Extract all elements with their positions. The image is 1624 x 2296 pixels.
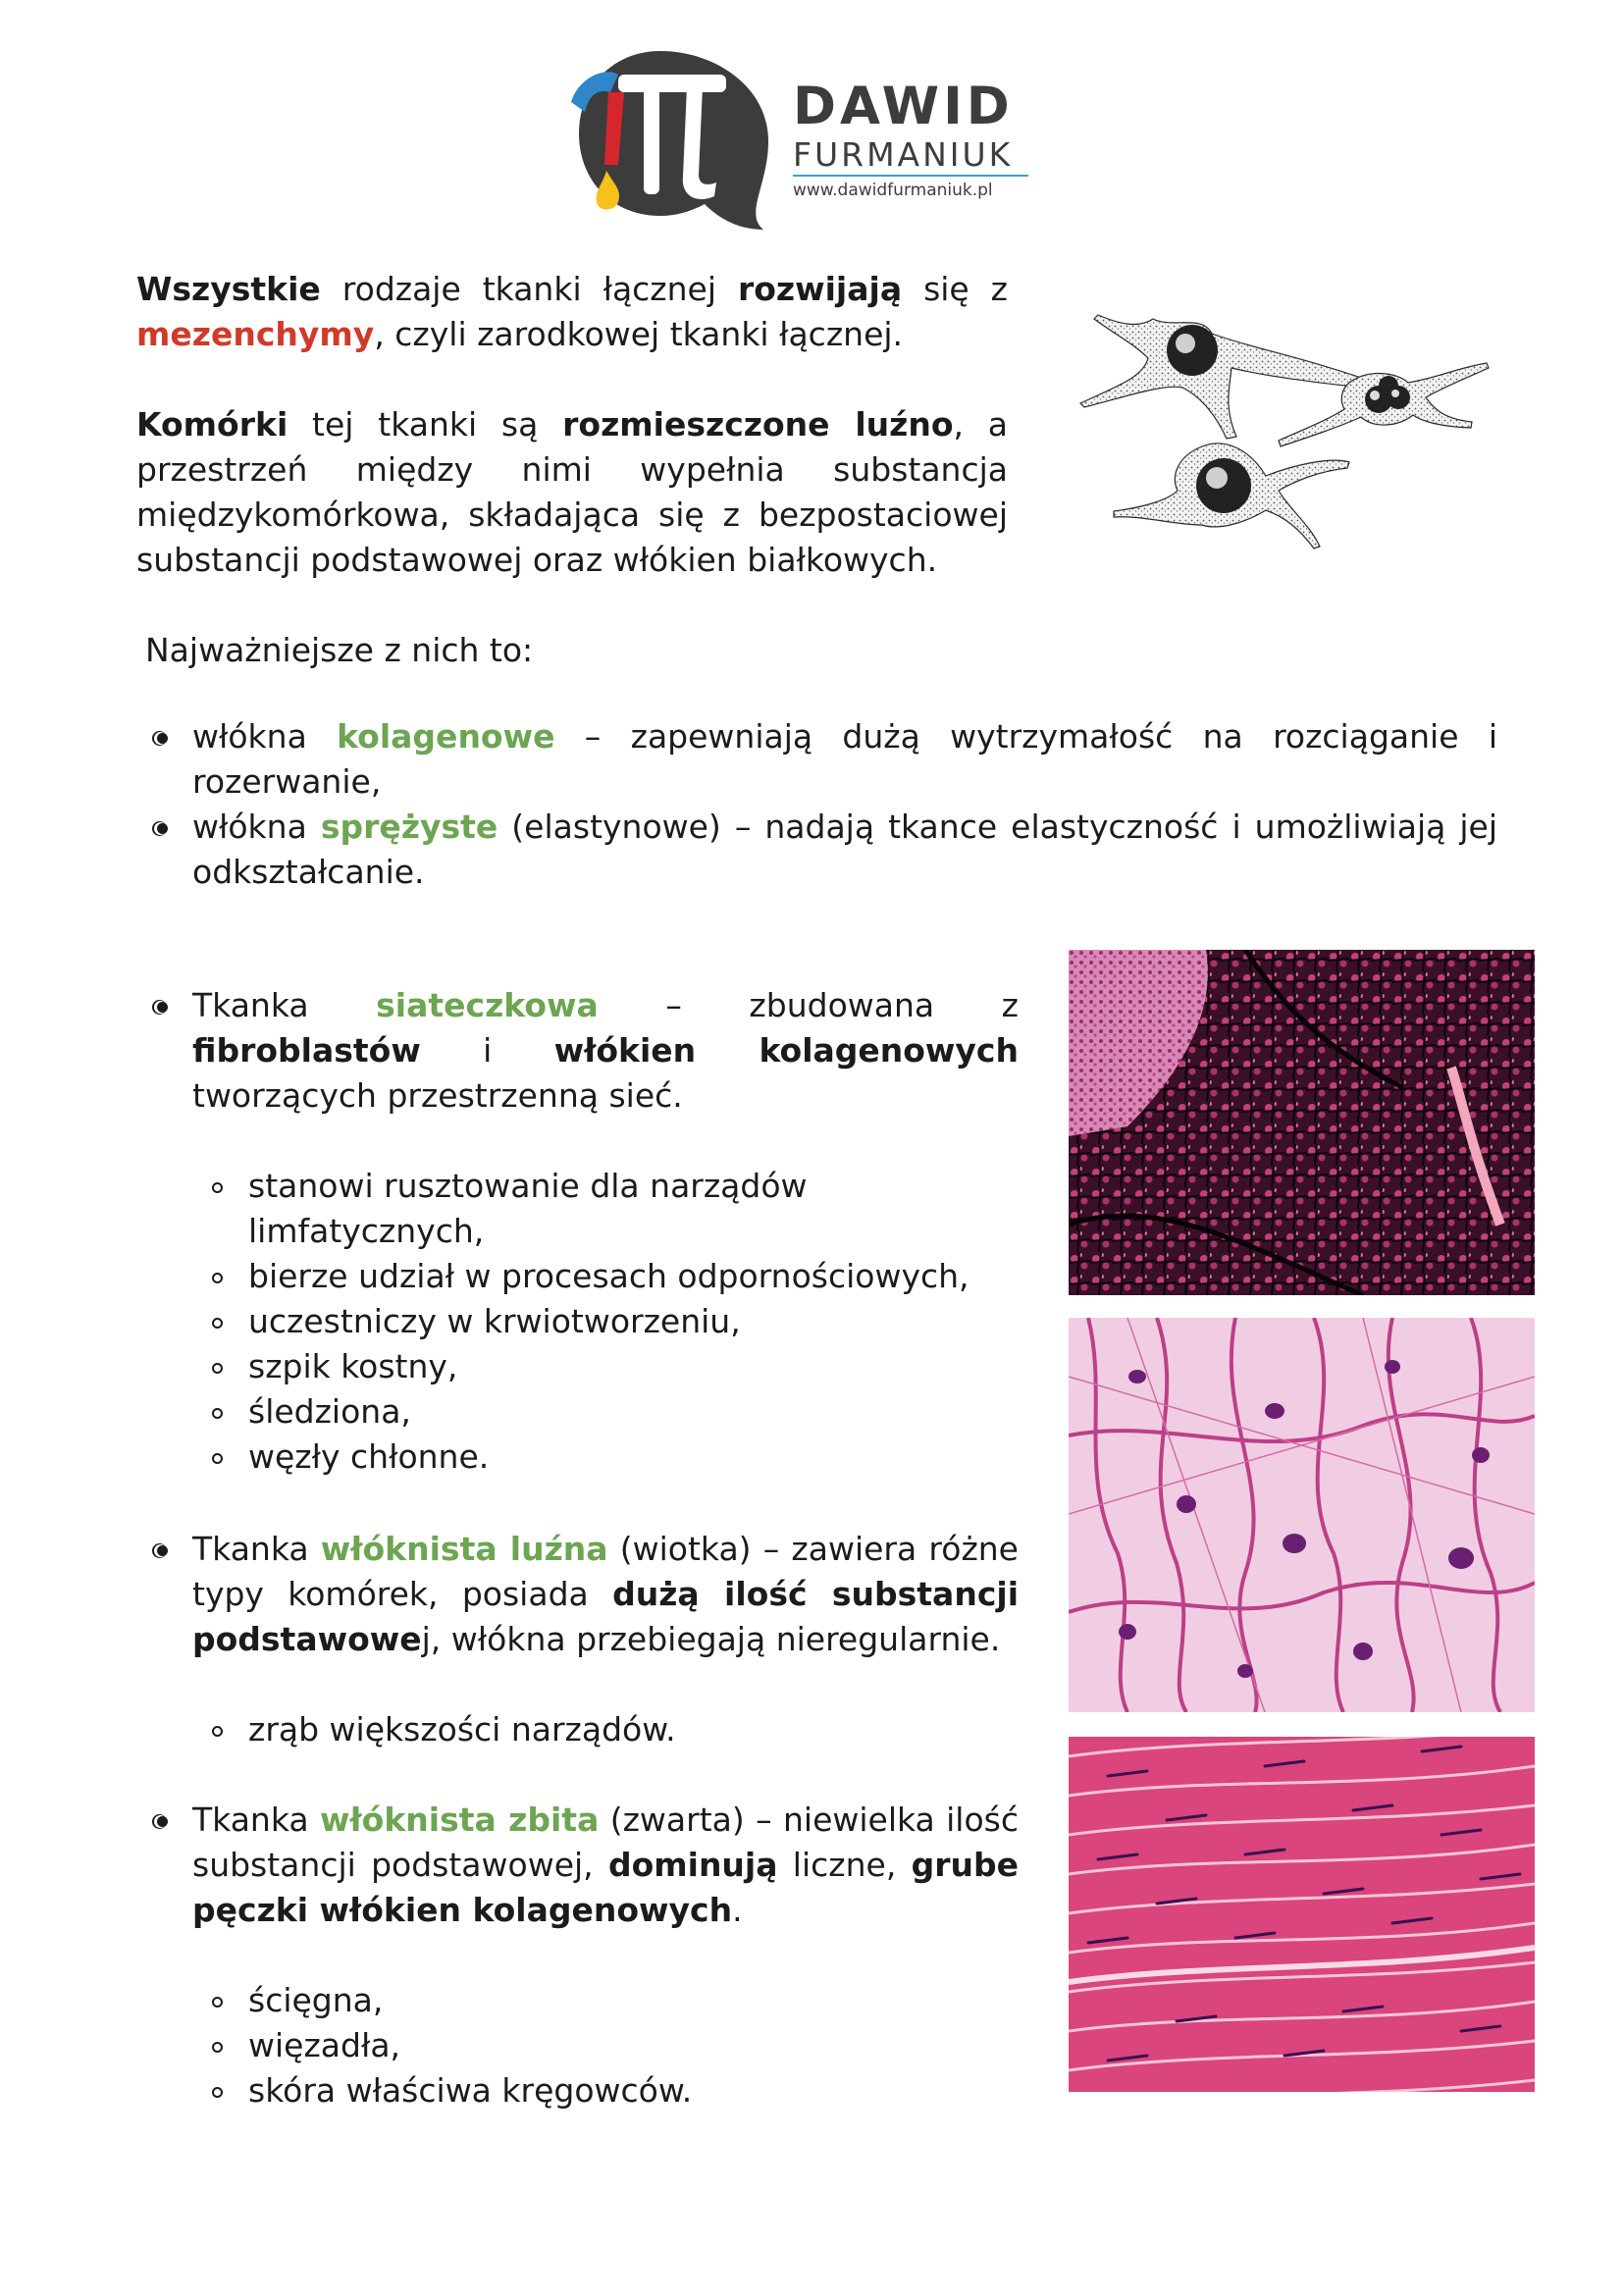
reticular-tissue-micrograph	[1069, 950, 1535, 1295]
tissue-text: j, włókna przebiegają nieregularnie.	[421, 1620, 1001, 1658]
intro-keyword-mesenchyme: mezenchymy	[136, 315, 375, 353]
circle-bullet-icon	[212, 1408, 223, 1419]
tissue-text: Tkanka	[192, 1800, 320, 1839]
list-item	[192, 805, 1497, 895]
circle-bullet-icon	[212, 1726, 223, 1737]
fiber-text: włókna	[192, 717, 338, 756]
loose-sublist	[192, 1707, 1019, 1752]
loose-section	[192, 1527, 1019, 1752]
sub-list-item	[248, 1435, 1019, 1480]
intro-text: tej tkanki są	[288, 405, 563, 444]
mesenchyme-cells-illustration	[1055, 289, 1501, 554]
reticular-sublist	[192, 1164, 1019, 1480]
fiber-text: włókna	[192, 808, 321, 846]
tissue-text: Tkanka	[192, 1530, 321, 1568]
reticular-description	[192, 983, 1019, 1119]
circle-bullet-icon	[212, 1363, 223, 1374]
sub-list-text: śledziona,	[248, 1392, 411, 1431]
intro-text: , czyli zarodkowej tkanki łącznej.	[374, 315, 904, 353]
sub-list-item	[248, 1707, 1019, 1752]
bullet-icon	[157, 1545, 168, 1556]
sub-list-item	[248, 1344, 1019, 1389]
fibers-list	[192, 714, 1497, 895]
bullet-icon	[157, 823, 168, 834]
intro-paragraph-1	[136, 267, 1008, 357]
sub-list-item	[248, 1254, 1019, 1299]
brand-url: www.dawidfurmaniuk.pl	[793, 181, 993, 200]
brand-divider	[793, 175, 1028, 177]
tissue-name-dense: włóknista zbita	[319, 1800, 600, 1839]
tissue-text: .	[732, 1891, 743, 1929]
tissue-bold-text: dominują	[607, 1846, 778, 1884]
dense-description	[192, 1798, 1019, 1933]
bullet-icon	[157, 1002, 168, 1013]
dense-sublist	[192, 1978, 1019, 2113]
circle-bullet-icon	[212, 2042, 223, 2053]
sub-list-text: ścięgna,	[248, 1981, 384, 2019]
fiber-text: – zapewniają dużą wytrzymałość na rozciąganie i rozerwanie,	[192, 717, 1497, 801]
fiber-collagen: kolagenowe	[337, 717, 555, 756]
circle-bullet-icon	[212, 1182, 223, 1193]
tissue-text: liczne,	[777, 1846, 912, 1884]
tissue-name-loose: włóknista luźna	[320, 1530, 608, 1568]
pi-logo-icon	[567, 47, 773, 234]
circle-bullet-icon	[212, 2087, 223, 2098]
brand-name: DAWID	[793, 77, 1014, 136]
sub-list-item	[248, 1299, 1019, 1344]
bullet-icon	[157, 1816, 168, 1827]
intro-text: , a przestrzeń między nimi wypełnia substancja międzykomórkowa, składająca się z bezpostaciowej substancji podstawowej oraz włókien białkowych.	[136, 405, 1009, 579]
tissue-text: – zbudowana z	[598, 986, 1019, 1024]
dense-section	[192, 1798, 1019, 2113]
tissue-text: i	[420, 1031, 554, 1070]
circle-bullet-icon	[212, 1273, 223, 1283]
tissue-bold-text: fibroblastów	[192, 1031, 421, 1070]
sub-list-item	[248, 1164, 1019, 1254]
loose-description	[192, 1527, 1019, 1662]
sub-list-item	[248, 2023, 1019, 2068]
circle-bullet-icon	[212, 1318, 223, 1329]
sub-list-item	[248, 2068, 1019, 2113]
intro-keyword-cells: Komórki	[136, 405, 288, 444]
intro-text: rodzaje tkanki łącznej	[320, 270, 738, 308]
sub-list-text: szpik kostny,	[248, 1347, 458, 1385]
sub-list-text: skóra właściwa kręgowców.	[248, 2071, 693, 2110]
sub-list-item	[248, 1389, 1019, 1435]
logo	[567, 47, 1038, 234]
fiber-elastic: sprężyste	[320, 808, 498, 846]
fibers-heading: Najważniejsze z nich to:	[145, 631, 534, 669]
tissue-bold-text: włókien kolagenowych	[553, 1031, 1019, 1070]
intro-keyword-develop: rozwijają	[737, 270, 903, 308]
intro-text: się z	[902, 270, 1009, 308]
tissue-text: tworzących przestrzenną sieć.	[192, 1076, 683, 1115]
fiber-text: (elastynowe) – nadają tkance elastyczność i umożliwiają jej odkształcanie.	[192, 808, 1498, 891]
brand-surname: FURMANIUK	[793, 135, 1014, 174]
sub-list-text: stanowi rusztowanie dla narządów limfatycznych,	[248, 1167, 808, 1250]
sub-list-text: zrąb większości narządów.	[248, 1710, 676, 1748]
tissue-bold-text: dużą ilość substancji podstawowe	[192, 1575, 1019, 1658]
dense-tissue-micrograph	[1069, 1737, 1535, 2092]
intro-keyword-all: Wszystkie	[136, 270, 321, 308]
reticular-section	[192, 983, 1019, 1480]
loose-tissue-micrograph	[1069, 1318, 1535, 1712]
sub-list-text: więzadła,	[248, 2026, 401, 2064]
list-item	[192, 714, 1497, 805]
intro-keyword-loosely: rozmieszczone luźno	[562, 405, 954, 444]
sub-list-item	[248, 1978, 1019, 2023]
sub-list-text: węzły chłonne.	[248, 1437, 490, 1476]
tissue-text: Tkanka	[192, 986, 377, 1024]
circle-bullet-icon	[212, 1997, 223, 2008]
sub-list-text: bierze udział w procesach odpornościowych,	[248, 1257, 969, 1295]
tissue-name-reticular: siateczkowa	[376, 986, 599, 1024]
sub-list-text: uczestniczy w krwiotworzeniu,	[248, 1302, 741, 1340]
circle-bullet-icon	[212, 1453, 223, 1464]
intro-paragraph-2	[136, 402, 1008, 583]
tissue-text: (zwarta) – niewielka ilość substancji podstawowej,	[192, 1800, 1019, 1884]
bullet-icon	[157, 733, 168, 744]
tissue-text: (wiotka) – zawiera różne typy komórek, posiada	[192, 1530, 1019, 1613]
tissue-bold-text: grube pęczki włókien kolagenowych	[192, 1846, 1019, 1929]
